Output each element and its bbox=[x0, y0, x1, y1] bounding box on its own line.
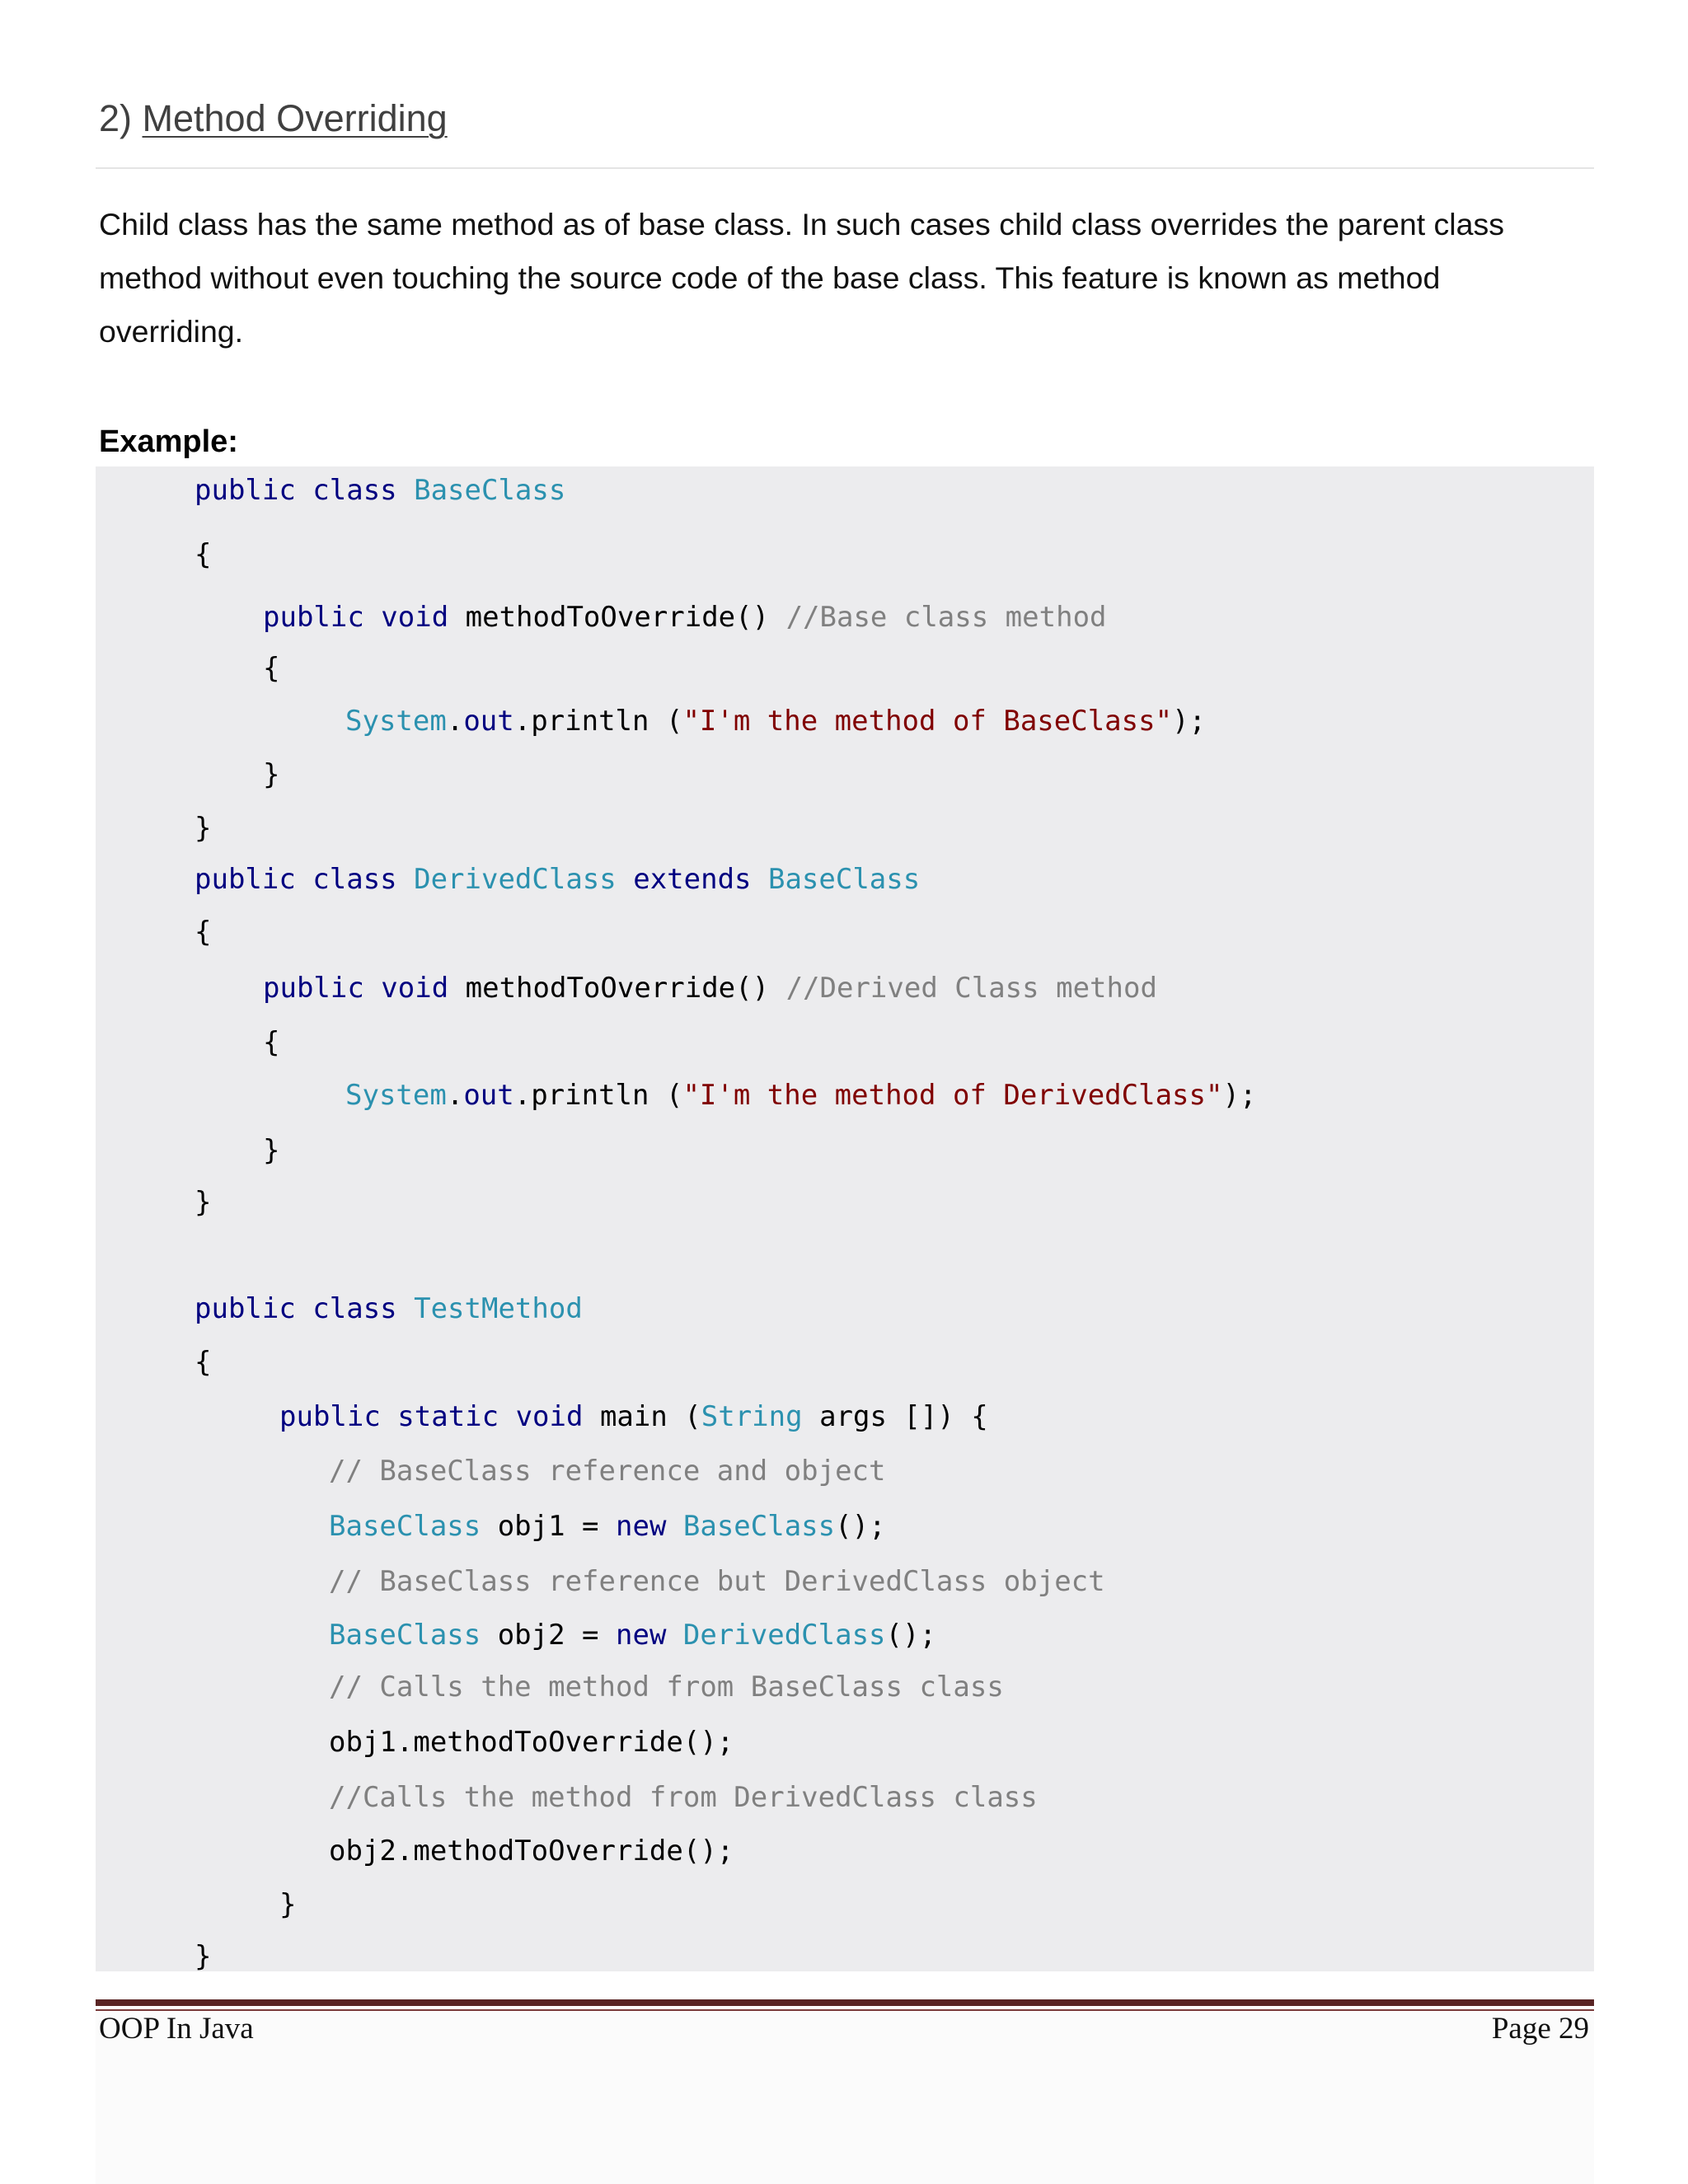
footer-divider-thin bbox=[96, 2009, 1594, 2011]
code-line: { bbox=[263, 1026, 280, 1059]
code-line: public class BaseClass bbox=[195, 474, 566, 507]
code-line: public void methodToOverride() //Derived Class method bbox=[263, 972, 1157, 1005]
code-line: public void methodToOverride() //Base class method bbox=[263, 601, 1107, 634]
code-line: public static void main (String args []) { bbox=[279, 1400, 988, 1433]
code-comment: // Calls the method from BaseClass class bbox=[329, 1671, 1004, 1704]
code-line: BaseClass obj2 = new DerivedClass(); bbox=[329, 1619, 936, 1652]
code-line: { bbox=[195, 1346, 212, 1379]
code-line: } bbox=[279, 1888, 297, 1921]
section-title: Method Overriding bbox=[142, 97, 448, 139]
code-line: System.out.println ("I'm the method of DerivedClass"); bbox=[345, 1079, 1257, 1112]
code-line: { bbox=[195, 916, 212, 949]
code-line: } bbox=[263, 758, 280, 791]
code-comment: // BaseClass reference but DerivedClass object bbox=[329, 1565, 1105, 1598]
code-line: { bbox=[195, 538, 212, 571]
code-line: public class TestMethod bbox=[195, 1292, 583, 1325]
code-comment: // BaseClass reference and object bbox=[329, 1455, 886, 1488]
section-heading bbox=[99, 97, 448, 140]
code-line: { bbox=[263, 652, 280, 685]
code-comment: //Calls the method from DerivedClass class bbox=[329, 1781, 1038, 1814]
example-label: Example: bbox=[99, 424, 238, 459]
code-line: public class DerivedClass extends BaseClass bbox=[195, 863, 921, 896]
page-number: Page 29 bbox=[1491, 2012, 1589, 2046]
section-number: 2) bbox=[99, 97, 143, 139]
code-line: System.out.println ("I'm the method of BaseClass"); bbox=[345, 705, 1207, 738]
footer-title: OOP In Java bbox=[99, 2012, 254, 2046]
code-line: } bbox=[195, 812, 212, 845]
code-line: } bbox=[195, 1186, 212, 1219]
heading-divider bbox=[96, 167, 1594, 169]
code-line: obj1.methodToOverride(); bbox=[329, 1726, 734, 1759]
intro-paragraph: Child class has the same method as of base class. In such cases child class overrides the parent class method without even touching the source code of the base class. This feature is known as method overriding. bbox=[99, 207, 1504, 349]
footer-divider bbox=[96, 1999, 1594, 2006]
footer-area bbox=[96, 2011, 1594, 2184]
code-line: BaseClass obj1 = new BaseClass(); bbox=[329, 1510, 886, 1543]
code-line: } bbox=[263, 1134, 280, 1167]
code-line: obj2.methodToOverride(); bbox=[329, 1835, 734, 1868]
code-block bbox=[96, 466, 1594, 1971]
code-line: } bbox=[195, 1940, 212, 1973]
